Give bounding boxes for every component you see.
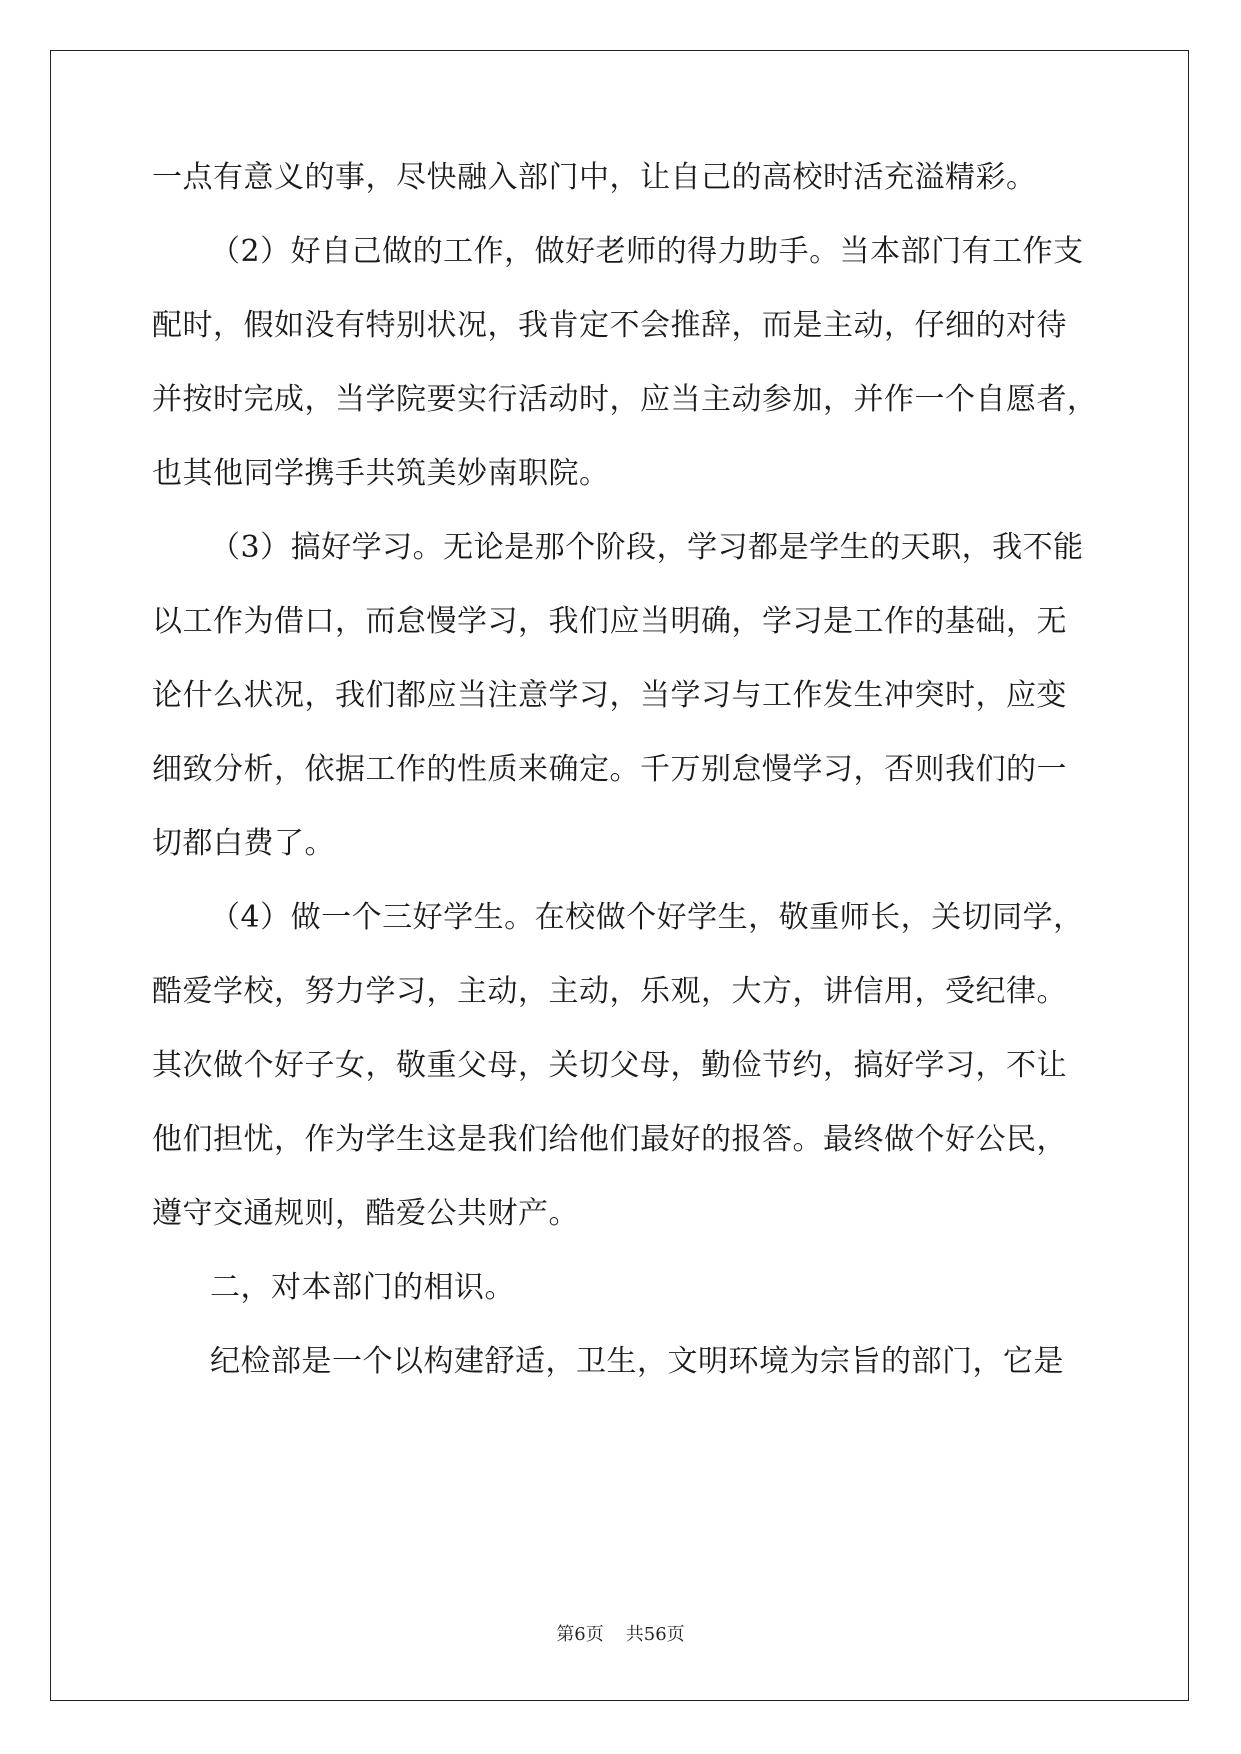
text-line: 他们担忧，作为学生这是我们给他们最好的报答。最终做个好公民， xyxy=(152,1122,1067,1157)
page-border xyxy=(50,50,1189,1701)
text-line: （4）做一个三好学生。在校做个好学生，敬重师长，关切同学， xyxy=(210,900,1084,935)
text-line: 以工作为借口，而怠慢学习，我们应当明确，学习是工作的基础，无 xyxy=(152,604,1067,639)
text-line: 配时，假如没有特别状况，我肯定不会推辞，而是主动，仔细的对待 xyxy=(152,308,1067,343)
text-line: 细致分析，依据工作的性质来确定。千万别怠慢学习，否则我们的一 xyxy=(152,752,1067,787)
page-total: 共56页 xyxy=(625,1624,685,1645)
text-line: 纪检部是一个以构建舒适，卫生，文明环境为宗旨的部门，它是 xyxy=(210,1344,1064,1379)
text-line: 并按时完成，当学院要实行活动时，应当主动参加，并作一个自愿者， xyxy=(152,382,1098,417)
text-line: 一点有意义的事，尽快融入部门中，让自己的高校时活充溢精彩。 xyxy=(152,160,1037,195)
section-heading: 二，对本部门的相识。 xyxy=(210,1270,515,1305)
text-line: （3）搞好学习。无论是那个阶段，学习都是学生的天职，我不能 xyxy=(210,530,1084,565)
text-line: 也其他同学携手共筑美妙南职院。 xyxy=(152,456,610,491)
text-line: 酷爱学校，努力学习，主动，主动，乐观，大方，讲信用，受纪律。 xyxy=(152,974,1067,1009)
text-line: 其次做个好子女，敬重父母，关切父母，勤俭节约，搞好学习，不让 xyxy=(152,1048,1067,1083)
page-number: 第6页 xyxy=(556,1624,604,1645)
text-line: 遵守交通规则，酷爱公共财产。 xyxy=(152,1196,579,1231)
page-footer xyxy=(0,1620,1241,1646)
text-line: 论什么状况，我们都应当注意学习，当学习与工作发生冲突时，应变 xyxy=(152,678,1067,713)
text-line: （2）好自己做的工作，做好老师的得力助手。当本部门有工作支 xyxy=(210,234,1084,269)
text-line: 切都白费了。 xyxy=(152,826,335,861)
